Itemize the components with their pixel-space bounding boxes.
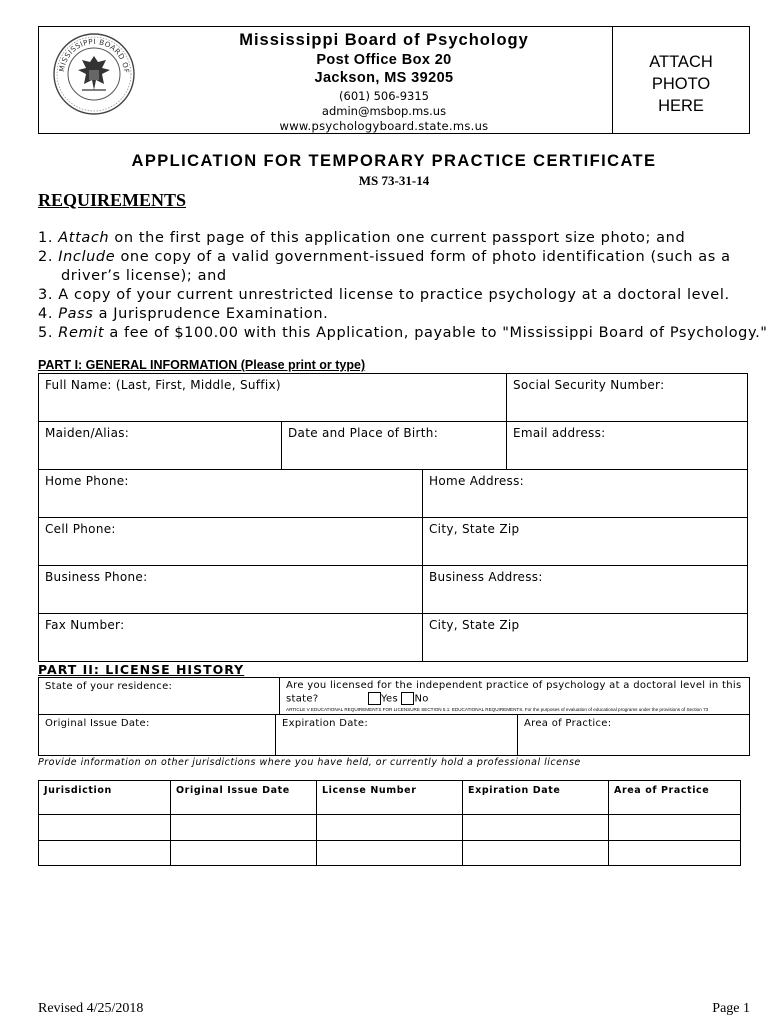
provide-note: Provide information on other jurisdictions where you have held, or currently hold a professional license [38, 757, 581, 768]
req-verb: Remit [58, 325, 105, 341]
original-issue-field[interactable] [38, 714, 276, 756]
ssn-field[interactable] [506, 373, 748, 422]
business-phone-label: Business Phone: [45, 570, 148, 584]
table-cell[interactable] [170, 814, 317, 841]
requirement-2-cont [61, 268, 227, 284]
full-name-label: Full Name: (Last, First, Middle, Suffix) [45, 378, 281, 392]
email-field[interactable] [506, 421, 748, 470]
state-seal [52, 32, 136, 116]
state-residence-field[interactable] [38, 677, 280, 715]
photo-label-1: ATTACH [649, 53, 713, 71]
yes-label: Yes [380, 693, 398, 705]
city-state-zip-label: City, State Zip [429, 618, 520, 632]
statute-ref: MS 73-31-14 [358, 173, 430, 188]
licensed-question-line2 [286, 692, 743, 706]
business-address-field[interactable] [422, 565, 748, 614]
table-header-license-number: License Number [316, 780, 463, 815]
req-text: a fee of $100.00 with this Application, payable to "Mississippi Board of Psychology." [104, 325, 768, 341]
home-phone-field[interactable] [38, 469, 423, 518]
cell-phone-label: Cell Phone: [45, 522, 116, 536]
part2-heading: PART II: LICENSE HISTORY [38, 662, 245, 677]
licensed-question-state: state? [286, 693, 319, 705]
address-line1: Post Office Box 20 [316, 52, 452, 68]
home-address-field[interactable] [422, 469, 748, 518]
table-cell[interactable] [38, 814, 171, 841]
licensed-question-cell [279, 677, 750, 715]
form-title: APPLICATION FOR TEMPORARY PRACTICE CERTIFICATE [131, 152, 657, 170]
req-num: 2. [38, 249, 54, 265]
area-practice-field[interactable] [517, 714, 750, 756]
business-address-label: Business Address: [429, 570, 543, 584]
table-cell[interactable] [462, 814, 609, 841]
city-state-zip-field-2[interactable] [422, 613, 748, 662]
expiration-field[interactable] [275, 714, 518, 756]
table-cell[interactable] [608, 840, 741, 866]
req-text: one copy of a valid government-issued form of photo identification (such as a [115, 249, 731, 265]
fax-field[interactable] [38, 613, 423, 662]
req-text: driver’s license); and [61, 268, 227, 284]
yes-checkbox[interactable] [368, 692, 381, 705]
licensed-question-text: Are you licensed for the independent practice of psychology at a doctoral level in this [286, 680, 742, 691]
requirement-4 [38, 306, 328, 322]
fax-label: Fax Number: [45, 618, 125, 632]
req-num: 3. [38, 287, 54, 303]
requirement-1 [38, 230, 685, 246]
no-label: No [414, 693, 429, 705]
photo-label-3: HERE [658, 97, 704, 115]
table-cell[interactable] [38, 840, 171, 866]
phone: (601) 506-9315 [339, 89, 429, 103]
req-verb: Include [58, 249, 116, 265]
seal-text: MISSISSIPPI BOARD OF [56, 36, 132, 74]
table-header-area: Area of Practice [608, 780, 741, 815]
photo-label-2: PHOTO [651, 75, 711, 93]
home-address-label: Home Address: [429, 474, 524, 488]
table-cell[interactable] [170, 840, 317, 866]
req-num: 4. [38, 306, 54, 322]
business-phone-field[interactable] [38, 565, 423, 614]
req-num: 1. [38, 230, 54, 246]
email-label: Email address: [513, 426, 606, 440]
table-cell[interactable] [462, 840, 609, 866]
cell-phone-field[interactable] [38, 517, 423, 566]
dob-place-field[interactable] [281, 421, 507, 470]
maiden-field[interactable] [38, 421, 282, 470]
state-residence-label: State of your residence: [45, 681, 173, 692]
ssn-label: Social Security Number: [513, 378, 665, 392]
city-state-zip-field-1[interactable] [422, 517, 748, 566]
req-num: 5. [38, 325, 54, 341]
table-header-expiration: Expiration Date [462, 780, 609, 815]
part1-heading: PART I: GENERAL INFORMATION (Please print or type) [38, 358, 366, 372]
email-link[interactable]: admin@msbop.ms.us [321, 104, 447, 118]
table-header-original-issue: Original Issue Date [170, 780, 317, 815]
requirement-2 [38, 249, 731, 265]
dob-place-label: Date and Place of Birth: [288, 426, 439, 440]
area-practice-label: Area of Practice: [524, 718, 612, 729]
requirement-5 [38, 325, 768, 341]
no-checkbox[interactable] [401, 692, 414, 705]
req-text: A copy of your current unrestricted license to practice psychology at a doctoral level. [58, 287, 730, 303]
req-text: on the first page of this application one current passport size photo; and [109, 230, 686, 246]
table-cell[interactable] [316, 840, 463, 866]
home-phone-label: Home Phone: [45, 474, 129, 488]
revised-date: Revised 4/25/2018 [38, 1001, 144, 1016]
req-verb: Pass [58, 306, 94, 322]
org-name: Mississippi Board of Psychology [239, 31, 529, 49]
page-number: Page 1 [712, 1001, 750, 1016]
maiden-label: Maiden/Alias: [45, 426, 130, 440]
table-header-jurisdiction: Jurisdiction [38, 780, 171, 815]
requirement-3 [38, 287, 730, 303]
original-issue-label: Original Issue Date: [45, 718, 150, 729]
overlay-article-text: ARTICLE V EDUCATIONAL REQUIREMENTS FOR LICENSURE SECTION 5.1: EDUCATIONAL REQUIREMENTS. For the purposes of evaluation of educational programs under the provisions of Section 73 [286, 706, 709, 712]
table-cell[interactable] [608, 814, 741, 841]
expiration-label: Expiration Date: [282, 718, 369, 729]
req-text: a Jurisprudence Examination. [93, 306, 329, 322]
website-link[interactable]: www.psychologyboard.state.ms.us [279, 119, 489, 133]
full-name-field[interactable] [38, 373, 507, 422]
req-verb: Attach [58, 230, 110, 246]
table-cell[interactable] [316, 814, 463, 841]
address-line2: Jackson, MS 39205 [314, 70, 454, 86]
city-state-zip-label: City, State Zip [429, 522, 520, 536]
requirements-heading: REQUIREMENTS [38, 190, 187, 210]
